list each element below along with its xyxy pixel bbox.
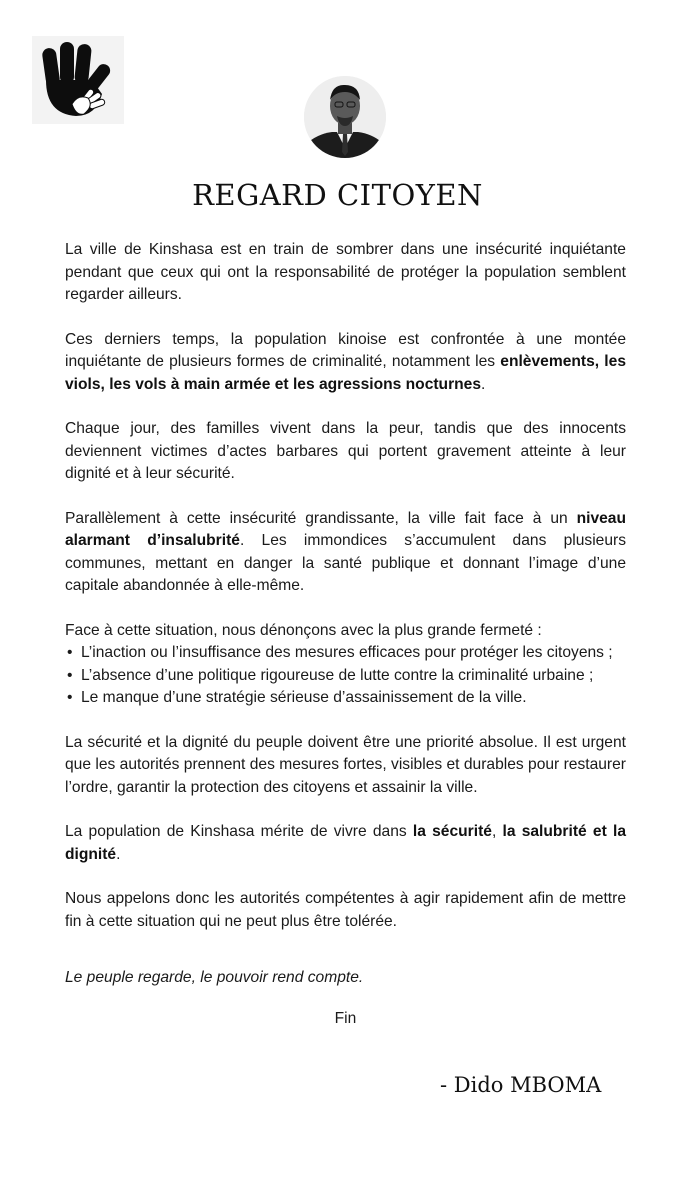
author-portrait (304, 76, 386, 158)
paragraph-2-emphasis: enlèvements, les viols, les vols à main armée et les agressions nocturnes (65, 353, 626, 393)
page-title: REGARD CITOYEN (192, 178, 483, 212)
paragraph-1: La ville de Kinshasa est en train de sombrer dans une insécurité inquiétante pendant que ceux qui ont la responsabilité de protéger la population semblent regarder ailleurs. (65, 241, 626, 303)
paragraph-8: Nous appelons donc les autorités compétentes à agir rapidement afin de mettre fin à cette situation qui ne peut plus être tolérée. (65, 890, 626, 930)
paragraph-4-emphasis: niveau alarmant d’insalubrité (65, 509, 626, 549)
signature: - Dido MBOMA (440, 1073, 602, 1097)
paragraph-5: Face à cette situation, nous dénonçons avec la plus grande fermeté : (65, 621, 542, 639)
paragraph-7-end: . (116, 845, 121, 863)
paragraph-4 (65, 508, 626, 598)
paragraph-4-end: . Les immondices s’accumulent dans plusieurs communes, mettant en danger la santé publique et donnant l’image d’une capitale abandonnée à elle-même. (65, 532, 626, 594)
motto: Le peuple regarde, le pouvoir rend compte. (65, 969, 364, 986)
paragraph-2-text: Ces derniers temps, la population kinoise est confrontée à une montée inquiétante de plusieurs formes de criminalité, notamment les (65, 330, 626, 370)
paragraph-4-text: Parallèlement à cette insécurité grandissante, la ville fait face à un (65, 509, 577, 527)
paragraph-7-sep: , (491, 823, 503, 840)
list-item: • L’absence d’une politique rigoureuse de lutte contre la criminalité urbaine ; (81, 665, 626, 688)
paragraph-6: La sécurité et la dignité du peuple doivent être une priorité absolue. Il est urgent que les autorités prennent des mesures fortes, visibles et durables pour restaurer l’ordre, garantir la protection des citoyens et assainir la ville. (65, 733, 626, 796)
paragraph-3: Chaque jour, des familles vivent dans la peur, tandis que des innocents deviennent victimes d’actes barbares qui portent gravement atteinte à leur dignité et à leur sécurité. (65, 420, 626, 482)
paragraph-7-text: La population de Kinshasa mérite de vivre dans (65, 823, 413, 840)
end-marker: Fin (334, 1009, 357, 1027)
paragraph-2 (65, 329, 626, 397)
article-body (65, 239, 626, 1030)
paragraph-7-emphasis-1: la sécurité (412, 823, 492, 840)
paragraph-2-end: . (481, 375, 486, 393)
paragraph-7 (65, 821, 626, 866)
hand-logo-icon (32, 36, 124, 124)
paragraph-7-emphasis-2: la salubrité et la dignité (65, 823, 626, 863)
list-item: • Le manque d’une stratégie sérieuse d’assainissement de la ville. (81, 687, 626, 710)
list-item: • L’inaction ou l’insuffisance des mesures efficaces pour protéger les citoyens ; (81, 642, 626, 665)
denunciation-list (65, 642, 626, 710)
